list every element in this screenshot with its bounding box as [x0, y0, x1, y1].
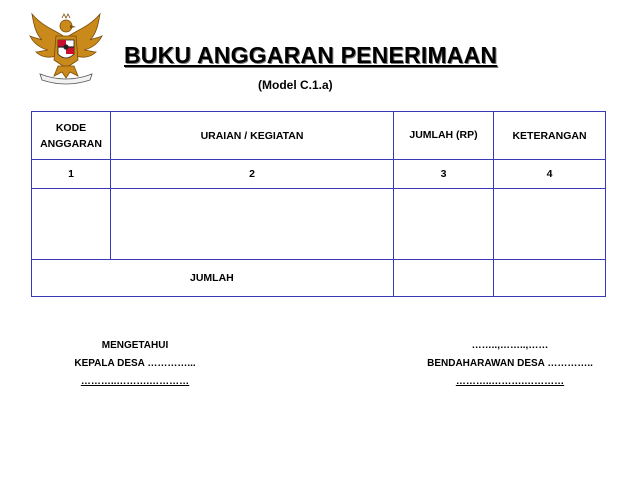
total-label: JUMLAH [32, 260, 394, 297]
signature-block-bendaharawan-desa [420, 337, 600, 391]
column-header-keterangan: KETERANGAN [494, 112, 606, 160]
table-header-row [32, 112, 606, 160]
empty-cell-keterangan [494, 189, 606, 260]
signature-left-name-line: ………..……….………… [80, 376, 190, 387]
column-number-1: 1 [32, 160, 111, 189]
empty-cell-uraian [111, 189, 394, 260]
empty-cell-kode [32, 189, 111, 260]
signature-right-line2: BENDAHARAWAN DESA ………….. [427, 358, 593, 369]
page-title: BUKU ANGGARAN PENERIMAAN [124, 42, 498, 68]
signature-right-name-line: ………..……….………… [455, 376, 565, 387]
column-number-3: 3 [394, 160, 494, 189]
garuda-emblem-icon [26, 8, 106, 86]
signature-left-line2: KEPALA DESA …………... [74, 358, 196, 369]
column-number-row [32, 160, 606, 189]
total-note-cell [494, 260, 606, 297]
column-header-kode-anggaran: KODE ANGGARAN [32, 112, 111, 160]
column-header-jumlah: JUMLAH (RP) [394, 112, 494, 160]
budget-table [31, 111, 606, 297]
model-subtitle: (Model C.1.a) [258, 78, 333, 92]
column-number-2: 2 [111, 160, 394, 189]
empty-cell-jumlah [394, 189, 494, 260]
total-row [32, 260, 606, 297]
signature-block-kepala-desa [55, 337, 215, 391]
total-amount-cell [394, 260, 494, 297]
column-number-4: 4 [494, 160, 606, 189]
table-row [32, 189, 606, 260]
signature-right-line1: ……..,……..,…… [471, 340, 549, 351]
signature-left-line1: MENGETAHUI [101, 340, 169, 351]
column-header-uraian-kegiatan: URAIAN / KEGIATAN [111, 112, 394, 160]
